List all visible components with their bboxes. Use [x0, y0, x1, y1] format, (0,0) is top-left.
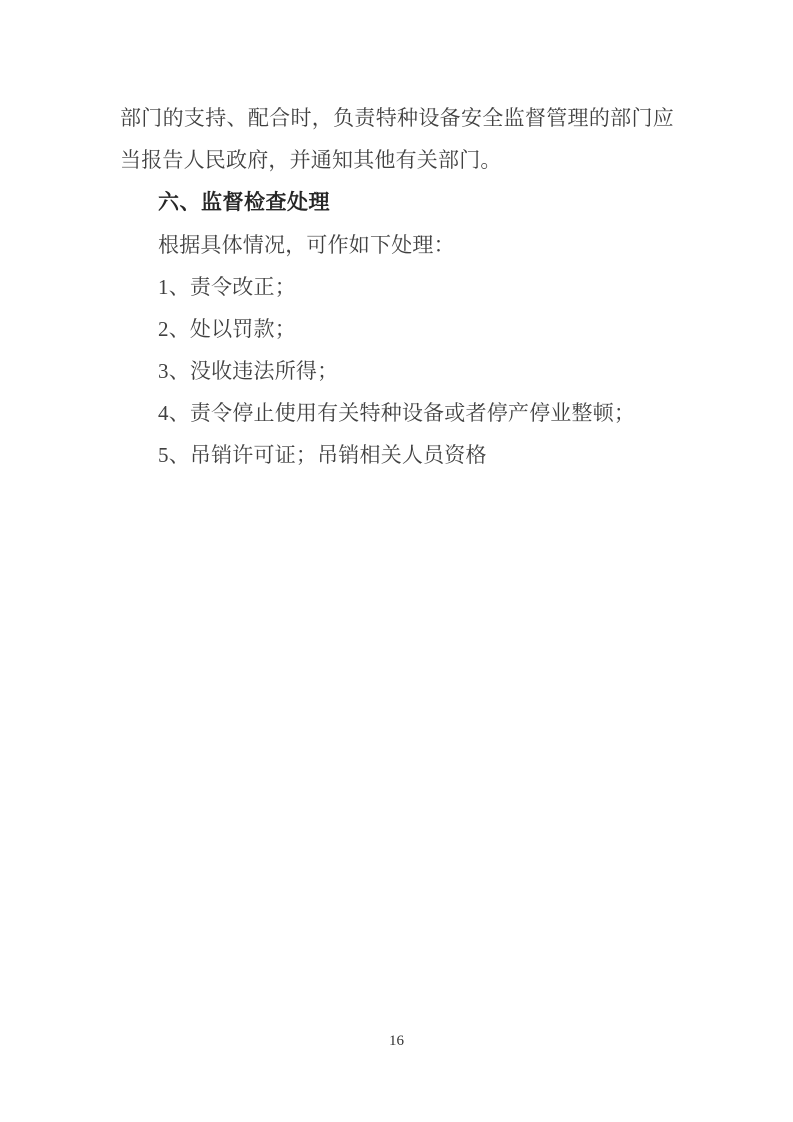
list-item-5: 5、吊销许可证；吊销相关人员资格: [158, 443, 487, 467]
page-number: 16: [389, 1033, 404, 1049]
list-item-2: 2、处以罚款；: [158, 317, 296, 341]
document-body: [120, 97, 674, 476]
list-item-1: 1、责令改正；: [158, 275, 296, 299]
section-heading: 六、监督检查处理: [158, 191, 330, 214]
list-item-3: 3、没收违法所得；: [158, 359, 339, 383]
paragraph-continuation: 部门的支持、配合时，负责特种设备安全监督管理的部门应当报告人民政府，并通知其他有关部门。: [120, 106, 674, 172]
list-item-4: 4、责令停止使用有关特种设备或者停产停业整顿；: [158, 401, 636, 425]
intro-line: 根据具体情况，可作如下处理：: [158, 233, 455, 257]
